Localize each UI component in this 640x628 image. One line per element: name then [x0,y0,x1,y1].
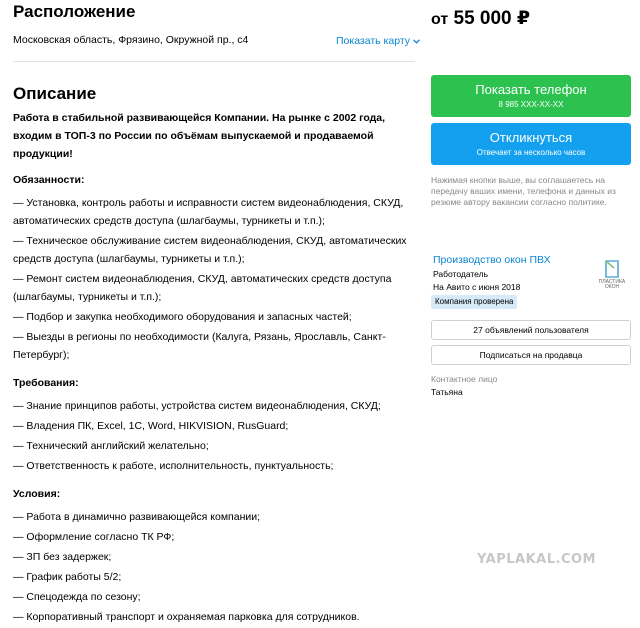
site-watermark: YAPLAKAL.COM [477,552,596,567]
section-divider [13,61,415,62]
section-title-duties: Обязанности: [13,174,85,186]
section-title-requirements: Требования: [13,377,79,389]
list-item: — Знание принципов работы, устройства систем видеонаблюдения, СКУД; [13,400,381,412]
seller-logo-text: ПЛАСТИКА ОКОН [598,279,626,290]
respond-button[interactable] [431,123,631,165]
respond-subtitle: Отвечает за несколько часов [476,148,586,157]
consent-note: Нажимая кнопки выше, вы соглашаетесь на передачу ваших имени, телефона и данных из резюме автору вакансии согласно политике. [431,175,616,207]
description-body [13,109,415,628]
location-heading: Расположение [13,2,136,21]
list-item: — Ответственность к работе, исполнительность, пунктуальность; [13,460,334,472]
list-item: — Ремонт систем видеонаблюдения, СКУД, автоматических средств доступа (шлагбаумы, турникеты и т.п.); [13,273,392,303]
list-item: — Владения ПК, Excel, 1C, Word, HIKVISION, RusGuard; [13,420,289,432]
contact-person-label: Контактное лицо [431,374,498,384]
window-logo-icon [594,258,630,280]
show-phone-title: Показать телефон [475,82,587,97]
price-prefix: от [431,11,449,28]
list-item: — Корпоративный транспорт и охраняемая парковка для сотрудников. [13,611,360,623]
seller-role: Работодатель [433,269,488,279]
seller-since: На Авито с июня 2018 [433,282,521,292]
list-item: — ЗП без задержек; [13,551,112,563]
list-item: — Технический английский желательно; [13,440,209,452]
list-item: — Спецодежда по сезону; [13,591,141,603]
price [431,7,530,30]
contact-person-name: Татьяна [431,387,463,397]
phone-number: 8 985 XXX-XX-XX [498,100,564,109]
show-phone-button[interactable] [431,75,631,117]
list-item: — Работа в динамично развивающейся компании; [13,511,261,523]
list-item: — Подбор и закупка необходимого оборудования и запасных частей; [13,311,352,323]
user-listings-button[interactable]: 27 объявлений пользователя [431,320,631,340]
verified-badge: Компания проверена [431,295,517,309]
respond-title: Откликнуться [489,130,573,145]
list-item: — Выезды в регионы по необходимости (Калуга, Рязань, Ярославль, Санкт-Петербург); [13,331,386,361]
show-map-label: Показать карту [336,35,411,47]
list-item: — Установка, контроль работы и исправности систем видеонаблюдения, СКУД, автоматических средств доступа (шлагбаумы, турникеты и т.п.); [13,197,404,227]
section-title-conditions: Условия: [13,488,61,500]
price-value: 55 000 ₽ [453,8,531,29]
chevron-down-icon [413,39,420,44]
list-item: — График работы 5/2; [13,571,122,583]
list-item: — Техническое обслуживание систем видеонаблюдения, СКУД, автоматических средств доступа (шлагбаумы, турникеты и т.п.); [13,235,407,265]
seller-name-link[interactable]: Производство окон ПВХ [433,254,551,266]
description-heading: Описание [13,84,97,103]
subscribe-seller-button[interactable]: Подписаться на продавца [431,345,631,365]
address-text: Московская область, Фрязино, Окружной пр., с4 [13,34,249,46]
seller-logo[interactable] [594,258,630,292]
description-intro: Работа в стабильной развивающейся Компании. На рынке с 2002 года, входим в ТОП-3 по России по объёмам выпускаемой и продаваемой продукции! [13,112,386,160]
show-map-link[interactable] [336,35,420,47]
list-item: — Оформление согласно ТК РФ; [13,531,175,543]
